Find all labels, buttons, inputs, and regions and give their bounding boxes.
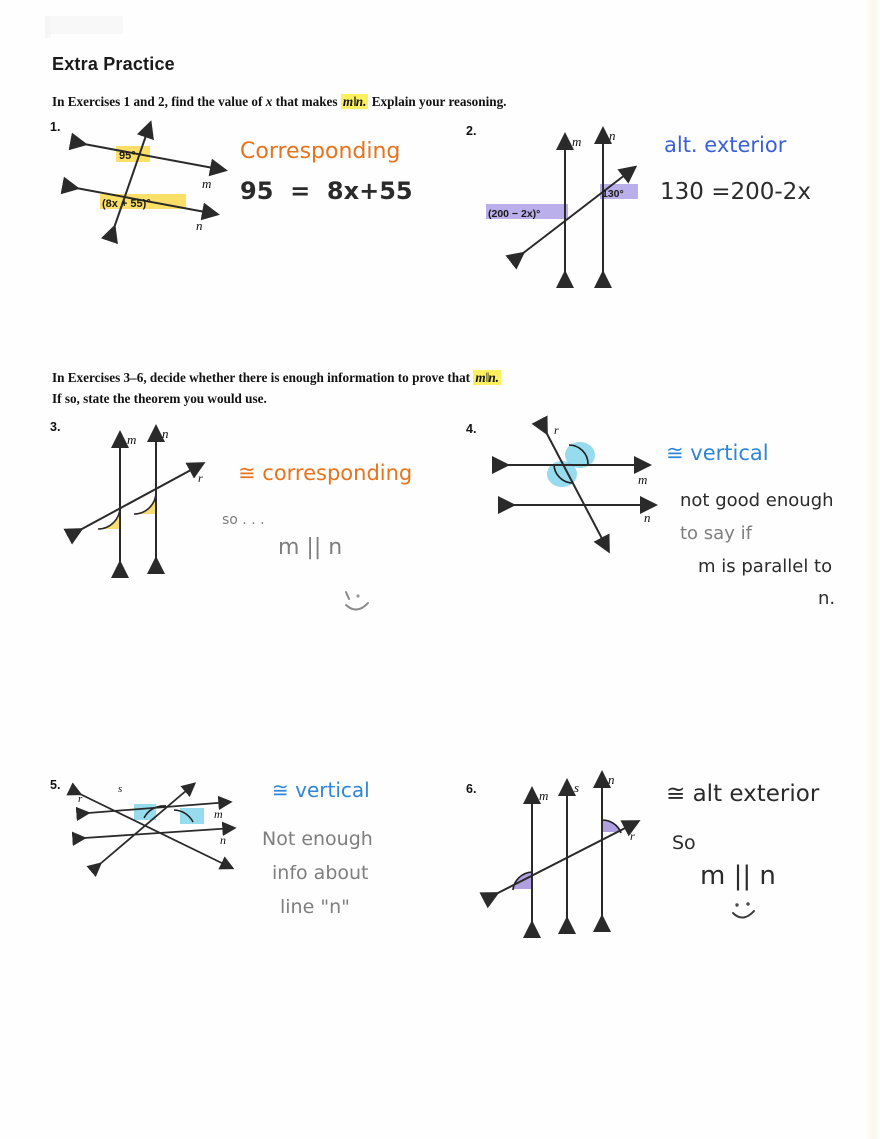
exercise-4-note-line-2: to say if (680, 523, 752, 544)
exercise-5-diagram (62, 776, 252, 886)
exercise-1-angle-expression: (8x + 55)° (102, 198, 151, 210)
exercise-4-diagram (492, 422, 667, 562)
instruction-exercises-1-2 (52, 92, 506, 111)
exercise-3-number: 3. (50, 420, 61, 434)
scan-smudge-bar (45, 16, 51, 38)
line-m-reference-2: m (475, 370, 486, 385)
exercise-6-smiley-icon (728, 898, 762, 926)
exercise-4-label-r: r (554, 423, 559, 437)
line-n-reference-2: n. (488, 370, 499, 385)
exercise-6-label-n: n (608, 772, 615, 787)
exercise-5-label-r: r (78, 793, 83, 805)
exercise-1-number: 1. (50, 120, 61, 134)
exercise-6-number: 6. (466, 782, 477, 796)
exercise-3-smiley-icon (340, 588, 374, 616)
exercise-6-label-m: m (539, 788, 549, 803)
exercise-3-label-n: n (162, 426, 169, 441)
exercise-1-label-n: n (196, 218, 203, 233)
line-n-reference: n. (355, 94, 367, 109)
exercise-5-label-s: s (118, 783, 123, 795)
exercise-4-label-m: m (638, 472, 648, 487)
exercise-4-theorem: ≅ vertical (666, 441, 769, 465)
exercise-2-equation: 130 =200-2x (660, 179, 811, 205)
exercise-3-label-r: r (198, 471, 203, 485)
exercise-3-diagram (62, 422, 227, 572)
exercise-6-conclusion: m || n (700, 861, 776, 891)
exercise-5-note-line-1: Not enough (262, 828, 373, 850)
exercise-2-theorem: alt. exterior (664, 133, 787, 157)
exercise-2-angle-130: 130° (602, 188, 624, 200)
exercise-1-label-m: m (202, 176, 212, 191)
exercise-3-label-m: m (127, 432, 137, 447)
instruction-text-before: In Exercises 1 and 2, find the value of (52, 94, 266, 109)
exercise-6-note: So (672, 832, 696, 854)
scan-edge-right (864, 0, 880, 1139)
instruction-exercises-3-6-line2: If so, state the theorem you would use. (52, 391, 267, 406)
exercise-4-note-line-4: n. (818, 588, 836, 609)
exercise-2-number: 2. (466, 124, 477, 138)
exercise-3-theorem: ≅ corresponding (238, 461, 413, 485)
exercise-1-angle-95: 95° (119, 150, 136, 162)
scan-smudge (45, 16, 123, 34)
exercise-1-equation: 95 = 8x+55 (240, 177, 413, 205)
exercise-1-diagram (72, 116, 252, 236)
exercise-6-diagram (482, 772, 652, 937)
line-m-reference: m (342, 94, 354, 109)
exercise-3-conclusion: m || n (278, 535, 343, 560)
parallel-symbol: ‖ (353, 94, 356, 109)
instruction-text-after: Explain your reasoning. (368, 94, 507, 109)
exercise-6-label-s: s (574, 780, 580, 795)
exercise-5-note-line-2: info about (272, 862, 369, 884)
exercise-4-note-line-1: not good enough (680, 490, 834, 511)
exercise-4-note-line-3: m is parallel to (698, 556, 833, 577)
exercise-5-note-line-3: line "n" (280, 896, 350, 918)
exercise-3-note: so . . . (222, 512, 265, 528)
instruction-exercises-3-6 (52, 368, 501, 387)
exercise-4-label-n: n (644, 510, 651, 525)
exercise-2-angle-expression: (200 − 2x)° (488, 208, 541, 220)
exercise-4-number: 4. (466, 422, 477, 436)
exercise-5-label-m: m (214, 807, 223, 821)
instruction2-text-before: In Exercises 3–6, decide whether there is enough information to prove that (52, 370, 474, 385)
page-title: Extra Practice (52, 54, 175, 74)
exercise-5-label-n: n (220, 833, 226, 847)
variable-x: x (265, 94, 273, 109)
exercise-1-theorem: Corresponding (240, 139, 401, 164)
exercise-6-label-r: r (630, 829, 635, 843)
exercise-2-label-m: m (572, 134, 582, 149)
exercise-2-diagram (482, 126, 652, 281)
exercise-5-theorem: ≅ vertical (272, 778, 370, 802)
instruction-text-mid: that makes (272, 94, 341, 109)
exercise-5-number: 5. (50, 778, 61, 792)
exercise-6-theorem: ≅ alt exterior (666, 781, 820, 807)
parallel-symbol-2: ‖ (485, 370, 489, 385)
exercise-2-label-n: n (609, 128, 616, 143)
